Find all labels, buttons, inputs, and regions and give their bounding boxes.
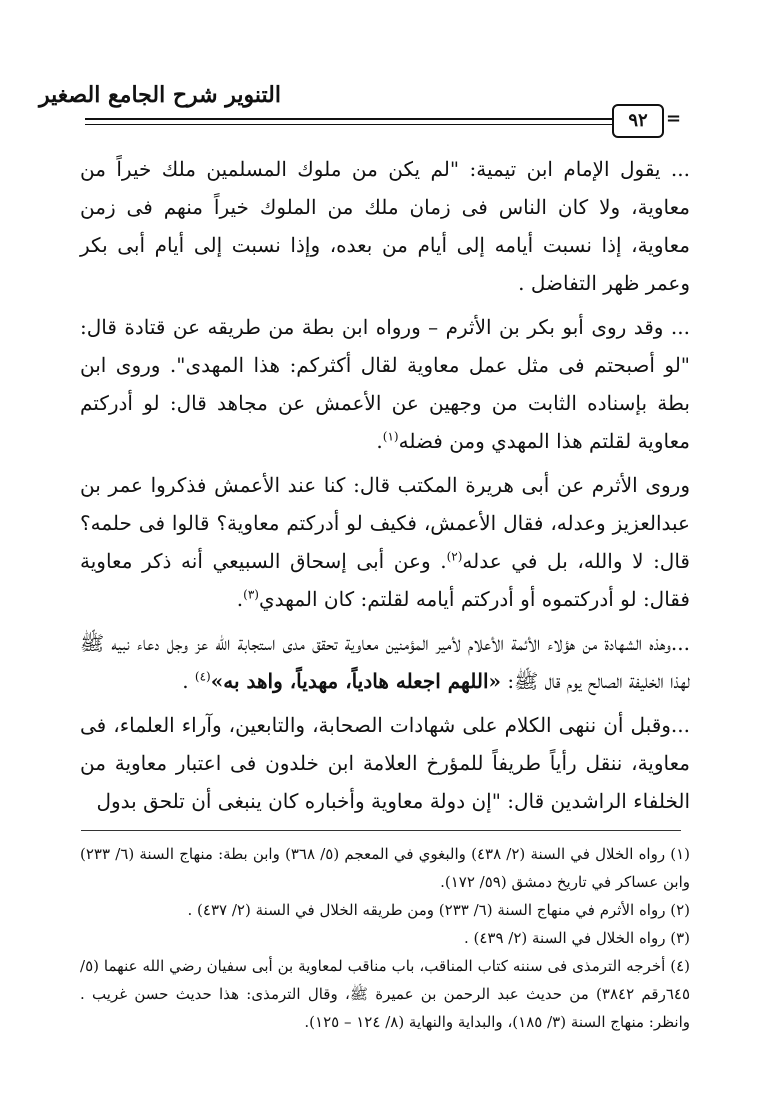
hadith-quote: «اللهم اجعله هادياً، مهدياً، واهد به» xyxy=(210,669,502,693)
footnote-1: (١) رواه الخلال في السنة (٢/ ٤٣٨) والبغوي في المعجم (٥/ ٣٦٨) وابن بطة: منهاج السنة (٦/ ٢٣٣) وابن عساكر في تاريخ دمشق (٥٩/ ١٧٢). xyxy=(80,845,691,891)
footnote-ref-2: (٢) xyxy=(446,549,463,564)
footnote-2: (٢) رواه الأثرم في منهاج السنة (٦/ ٢٣٣) ومن طريقه الخلال في السنة (٢/ ٤٣٧) . xyxy=(187,901,690,919)
footnote-separator xyxy=(81,830,681,831)
footnote-4: (٤) أخرجه الترمذى فى سننه كتاب المناقب، باب مناقب لمعاوية بن أبى سفيان رضي الله عنهما (٥/ ٦٤٥رقم ٣٨٤٢) من حديث عبد الرحمن بن عميرة ﷺ، وقال الترمذى: هذا حديث حسن غريب . وانظر: منهاج السنة (٣/ ١٨٥)، والبداية والنهاية (٨/ ١٢٤ – ١٢٥). xyxy=(80,957,690,1031)
footnotes xyxy=(80,840,690,1036)
header-rule xyxy=(85,118,640,120)
page-number: ٩٢ xyxy=(612,104,664,138)
running-header-title: التنوير شرح الجامع الصغير xyxy=(39,82,281,108)
footnote-ref-1: (١) xyxy=(382,429,399,444)
paragraph-2: ... وقد روى أبو بكر بن الأثرم – ورواه ابن بطة من طريقه عن قتادة قال: "لو أصبحتم فى مثل عمل معاوية لقال أكثركم: هذا المهدى". وروى ابن بطة بإسناده الثابت من وجهين عن الأعمش عن مجاهد قال: لو أدركتم معاوية لقلتم هذا المهدي ومن فضله$^{(١)}$. xyxy=(80,315,690,453)
main-text xyxy=(80,150,690,826)
footnote-ref-4: (٤) xyxy=(194,669,211,684)
paragraph-4: ...وهذه الشهادة من هؤلاء الأئمة الأعلام لأمير المؤمنين معاوية تحقق مدى استجابة الله عز وجل دعاء نبيه ﷺ لهذا الخليفة الصالح يوم قال ﷺ: «اللهم اجعله هادياً، مهدياً، واهد به»$^{(٤)}$ . xyxy=(80,631,690,693)
footnote-ref-3: (٣) xyxy=(243,587,259,602)
paragraph-1: ... يقول الإمام ابن تيمية: "لم يكن من ملوك المسلمين ملك خيراً من معاوية، ولا كان الناس فى زمان ملك من الملوك خيراً منهم فى زمن معاوية، إذا نسبت أيامه إلى أيام من بعده، وإذا نسبت إلى أيام أبى بكر وعمر ظهر التفاضل . xyxy=(80,157,690,295)
header-rule-thin xyxy=(85,124,640,125)
header-marker: = xyxy=(666,108,682,129)
paragraph-5: ...وقبل أن ننهى الكلام على شهادات الصحابة، والتابعين، وآراء العلماء، فى معاوية، ننقل رأياً طريفاً للمؤرخ العلامة ابن خلدون فى اعتبار معاوية من الخلفاء الراشدين قال: "إن دولة معاوية وأخباره كان ينبغى أن تلحق بدول xyxy=(80,713,690,813)
footnote-3: (٣) رواه الخلال في السنة (٢/ ٤٣٩) . xyxy=(463,929,690,947)
paragraph-3: وروى الأثرم عن أبى هريرة المكتب قال: كنا عند الأعمش فذكروا عمر بن عبدالعزيز وعدله، فقال الأعمش، فكيف لو أدركتم معاوية؟ قالوا فى حلمه؟ قال: لا والله، بل في عدله$^{(٢)}$. وعن أبى إسحاق السبيعي أنه ذكر معاوية فقال: لو أدركتموه أو أدركتم أيامه لقلتم: كان المهدي$^{(٣)}$. xyxy=(80,473,690,611)
